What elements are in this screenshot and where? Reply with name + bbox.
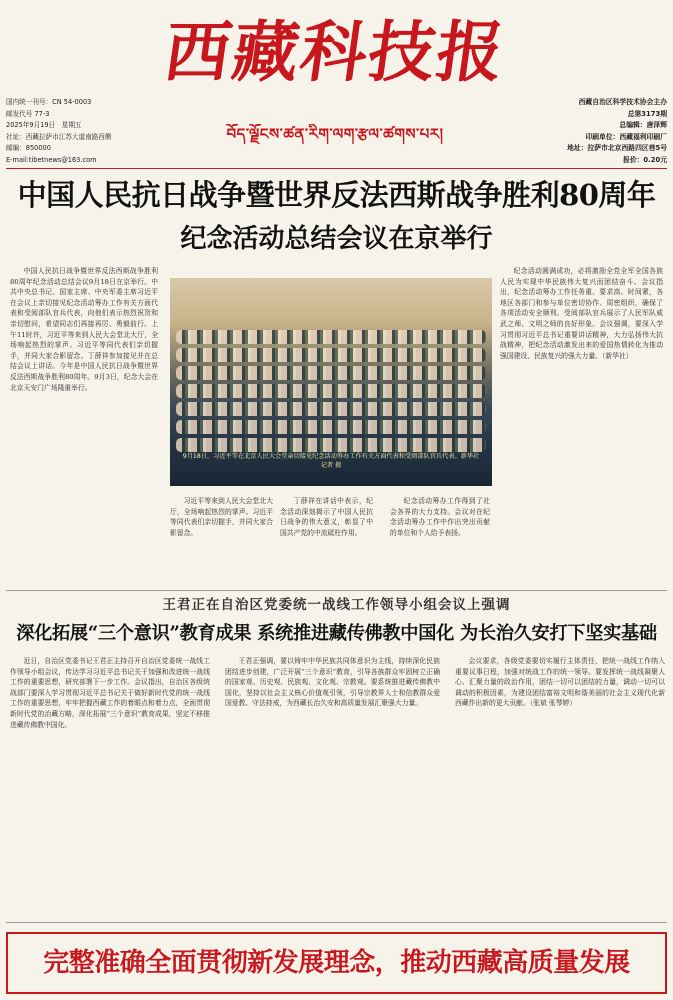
masthead (0, 0, 673, 170)
newspaper-title: 西藏科技报 (159, 13, 511, 91)
photo-row (176, 438, 486, 452)
address-line: 社址：西藏拉萨市江苏大道南路西侧 (6, 132, 112, 141)
second-story-column-3-text: 会议要求，各级党委要切实履行主体责任，把统一战线工作纳入重要议事日程，加强对统战工作的统一领导。要发挥统一战线凝聚人心、汇聚力量的政治作用，团结一切可以团结的力量，调动一切可以调动的积极因素，为建设团结富裕文明和谐美丽的社会主义现代化新西藏作出新的更大贡献。（张斌 张琴婷） (455, 657, 665, 708)
issn-line: 国内统一刊号：CN 54-0003 (6, 98, 92, 106)
zipcode-line: 邮编：850000 (6, 144, 51, 153)
section-divider (6, 590, 667, 591)
issue-number-line: 总第3173期 (627, 109, 667, 118)
lead-column-2-text: 习近平等来到人民大会堂北大厅，全场响起热烈的掌声。习近平等同代表们亲切握手，并同大家合影留念。 (170, 497, 273, 537)
lead-headline-line-2: 纪念活动总结会议在京举行 (180, 224, 493, 254)
printer-line: 印刷单位：西藏福利印刷厂 (585, 132, 667, 141)
slogan-text: 完整准确全面贯彻新发展理念，推动西藏高质量发展 (43, 948, 630, 978)
second-story-column-2-text: 王君正强调，要以铸牢中华民族共同体意识为主线，持续深化民族团结进步创建，广泛开展“三个意识”教育，引导各族群众牢固树立正确的国家观、历史观、民族观、文化观、宗教观。要系统推进藏传佛教中国化，坚持以社会主义核心价值观引领，引导宗教界人士和信教群众爱国爱教、守法持戒，为西藏长治久安和高质量发展汇聚强大力量。 (225, 657, 440, 708)
printer-address-line: 地址：拉萨市北京西路四区巷5号 (567, 144, 667, 153)
second-story-column-2 (225, 656, 440, 914)
lead-column-1 (10, 266, 158, 586)
photo-row (176, 402, 486, 416)
second-story-subheadline: 王君正在自治区党委统一战线工作领导小组会议上强调 (162, 597, 511, 613)
lead-column-3-text: 丁薛祥在讲话中表示，纪念活动深刻揭示了中国人民抗日战争的伟大意义，彰显了中国共产党的中流砥柱作用。 (280, 497, 373, 537)
lead-column-2 (170, 496, 273, 586)
lead-column-5-text: 纪念活动圆满成功，必将激励全党全军全国各族人民为实现中华民族伟大复兴而团结奋斗。会议指出，纪念活动筹办工作任务重、要求高、时间紧，各地区各部门和参与单位密切协作、周密组织，确保了各项活动安全顺利。受阅部队官兵展示了人民军队威武之师、文明之师的良好形象。会议强调，要深入学习贯彻习近平总书记重要讲话精神，大力弘扬伟大抗战精神，把纪念活动激发出来的爱国热情转化为推动强国建设、民族复兴的强大力量。（新华社） (500, 267, 663, 360)
price-line: 报价：0.20元 (623, 155, 667, 164)
tibetan-title: བོད་ལྗོངས་ཚན་རིག་ལག་རྩལ་ཚགས་པར། (226, 125, 444, 143)
second-story-column-3 (455, 656, 665, 914)
lead-headline-line-1: 中国人民抗日战争暨世界反法西斯战争胜利80周年 (17, 178, 656, 212)
lead-column-3 (280, 496, 373, 586)
second-story-column-1-text: 近日，自治区党委书记王君正主持召开自治区党委统一战线工作领导小组会议，传达学习习近平总书记关于加强和改进统一战线工作的重要思想，研究部署下一步工作。会议指出，自治区各级统战部门要深入学习贯彻习近平总书记关于做好新时代党的统一战线工作的重要思想，牢牢把握西藏工作的着眼点和着力点，全面贯彻新时代党的治藏方略，深化拓展“三个意识”教育成果，坚定不移推进藏传佛教中国化。 (10, 657, 210, 729)
group-photo (170, 278, 492, 486)
lead-column-5 (500, 266, 663, 586)
photo-row (176, 330, 486, 344)
photo-row (176, 384, 486, 398)
date-line: 2025年9月19日 星期五 (6, 121, 82, 130)
photo-row (176, 420, 486, 434)
lead-column-1-text: 中国人民抗日战争暨世界反法西斯战争胜利80周年纪念活动总结会议9月18日在京举行。中共中央总书记、国家主席、中央军委主席习近平在会议上亲切接见纪念活动筹办工作有关方面代表和受阅部队官兵代表，向他们表示热烈祝贺和亲切慰问，希望同志们再接再厉、勇毅前行。上午11时许，习近平等来到人民大会堂北大厅，全场响起热烈的掌声。习近平等同代表们亲切握手，并同大家合影留念。丁薛祥参加接见并在总结会议上讲话。今年是中国人民抗日战争暨世界反法西斯战争胜利80周年。9月3日，纪念大会在北京天安门广场隆重举行。 (10, 267, 158, 392)
second-story-headline: 深化拓展“三个意识”教育成果 系统推进藏传佛教中国化 为长治久安打下坚实基础 (16, 623, 657, 644)
section-divider (6, 922, 667, 923)
lead-column-4-text: 纪念活动筹办工作得到了社会各界的大力支持。会议对在纪念活动筹办工作中作出突出贡献的单位和个人给予表扬。 (390, 497, 490, 537)
editor-line: 总编辑：唐泽辉 (619, 121, 667, 130)
publisher-line: 西藏自治区科学技术协会主办 (578, 98, 667, 106)
lead-column-4 (390, 496, 490, 586)
postal-code-line: 邮发代号 77-3 (6, 109, 50, 118)
masthead-divider (6, 168, 667, 169)
photo-row (176, 348, 486, 362)
slogan-banner (6, 932, 667, 994)
masthead-right-info (517, 97, 667, 167)
masthead-left-info (6, 97, 166, 167)
photo-row (176, 366, 486, 380)
photo-caption: 9月18日，习近平等在北京人民大会堂亲切接见纪念活动筹办工作有关方面代表和受阅部队官兵代表。新华社记者 摄 (182, 453, 480, 469)
email-line: E-mail:tibetnews@163.com (6, 155, 97, 164)
second-story-column-1 (10, 656, 210, 914)
